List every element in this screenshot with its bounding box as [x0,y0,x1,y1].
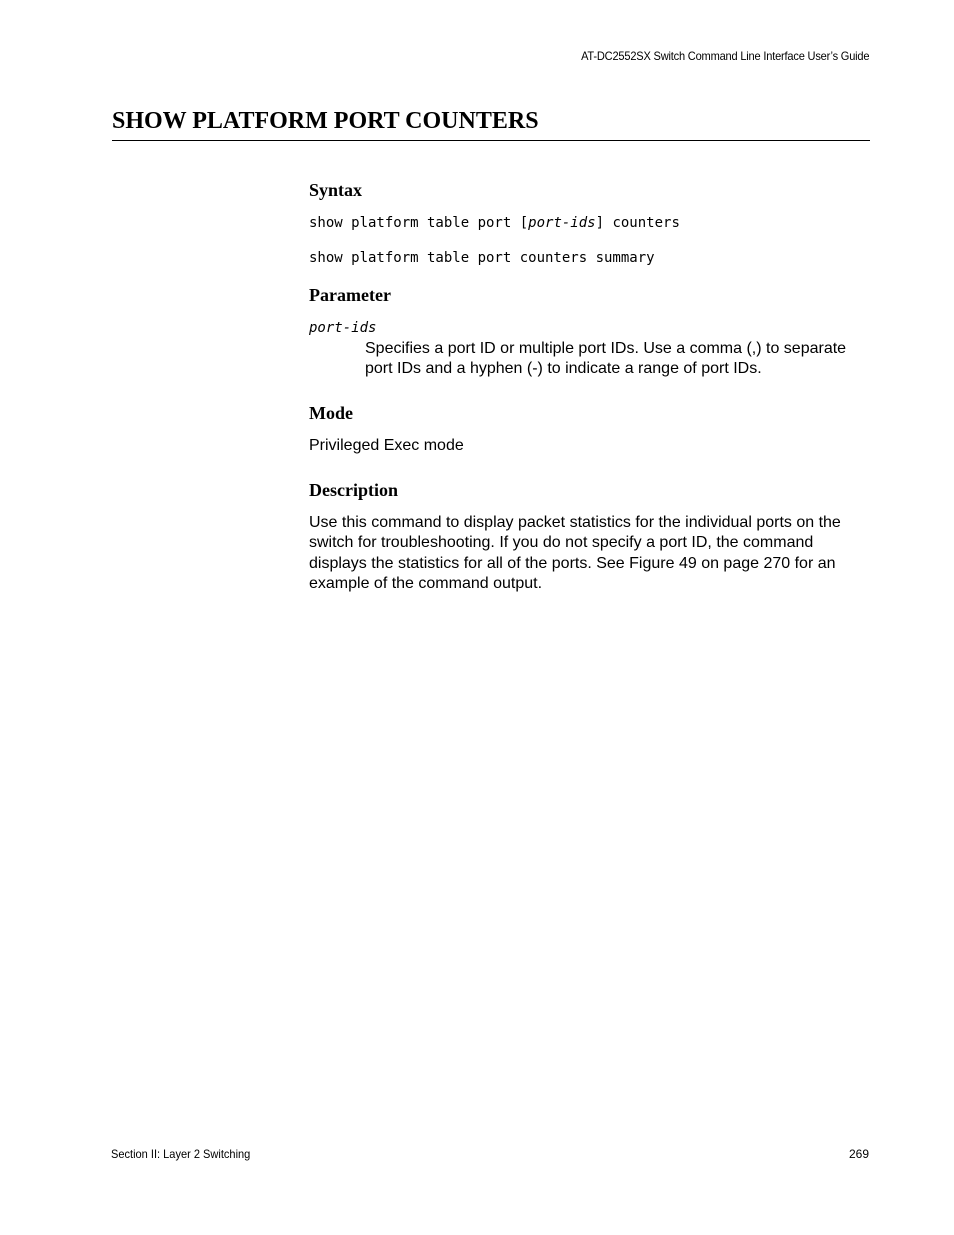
description-heading: Description [309,479,398,500]
syntax-line-1-param: port-ids [528,215,596,231]
syntax-heading: Syntax [309,180,363,200]
syntax-line-2: show platform table port counters summary [309,250,655,266]
syntax-line-1-suffix: ] counters [595,215,680,231]
page-title: SHOW PLATFORM PORT COUNTERS [112,106,870,141]
description-section [309,478,874,595]
mode-heading: Mode [309,403,353,423]
syntax-line-1-prefix: show platform table port [ [309,215,529,231]
main-content [309,178,874,616]
parameter-section [309,283,874,379]
mode-section [309,401,874,457]
footer-page-number: 269 [848,1147,869,1161]
running-header: AT-DC2552SX Switch Command Line Interface User’s Guide [580,49,869,63]
description-text: Use this command to display packet statistics for the individual ports on the switch for troubleshooting. If you do not specify a port ID, the command displays the statistics for all of the ports. See Figure 49 on page 270 for an example of the command output. [309,513,841,592]
footer-section-title: Section II: Layer 2 Switching [111,1147,251,1161]
parameter-heading: Parameter [309,285,391,305]
parameter-name: port-ids [309,320,377,336]
syntax-section [309,178,874,268]
mode-text: Privileged Exec mode [309,437,464,454]
parameter-description: Specifies a port ID or multiple port IDs. Use a comma (,) to separate port IDs and a hyphen (-) to indicate a range of port IDs. [365,340,847,377]
syntax-line-1 [309,213,874,233]
